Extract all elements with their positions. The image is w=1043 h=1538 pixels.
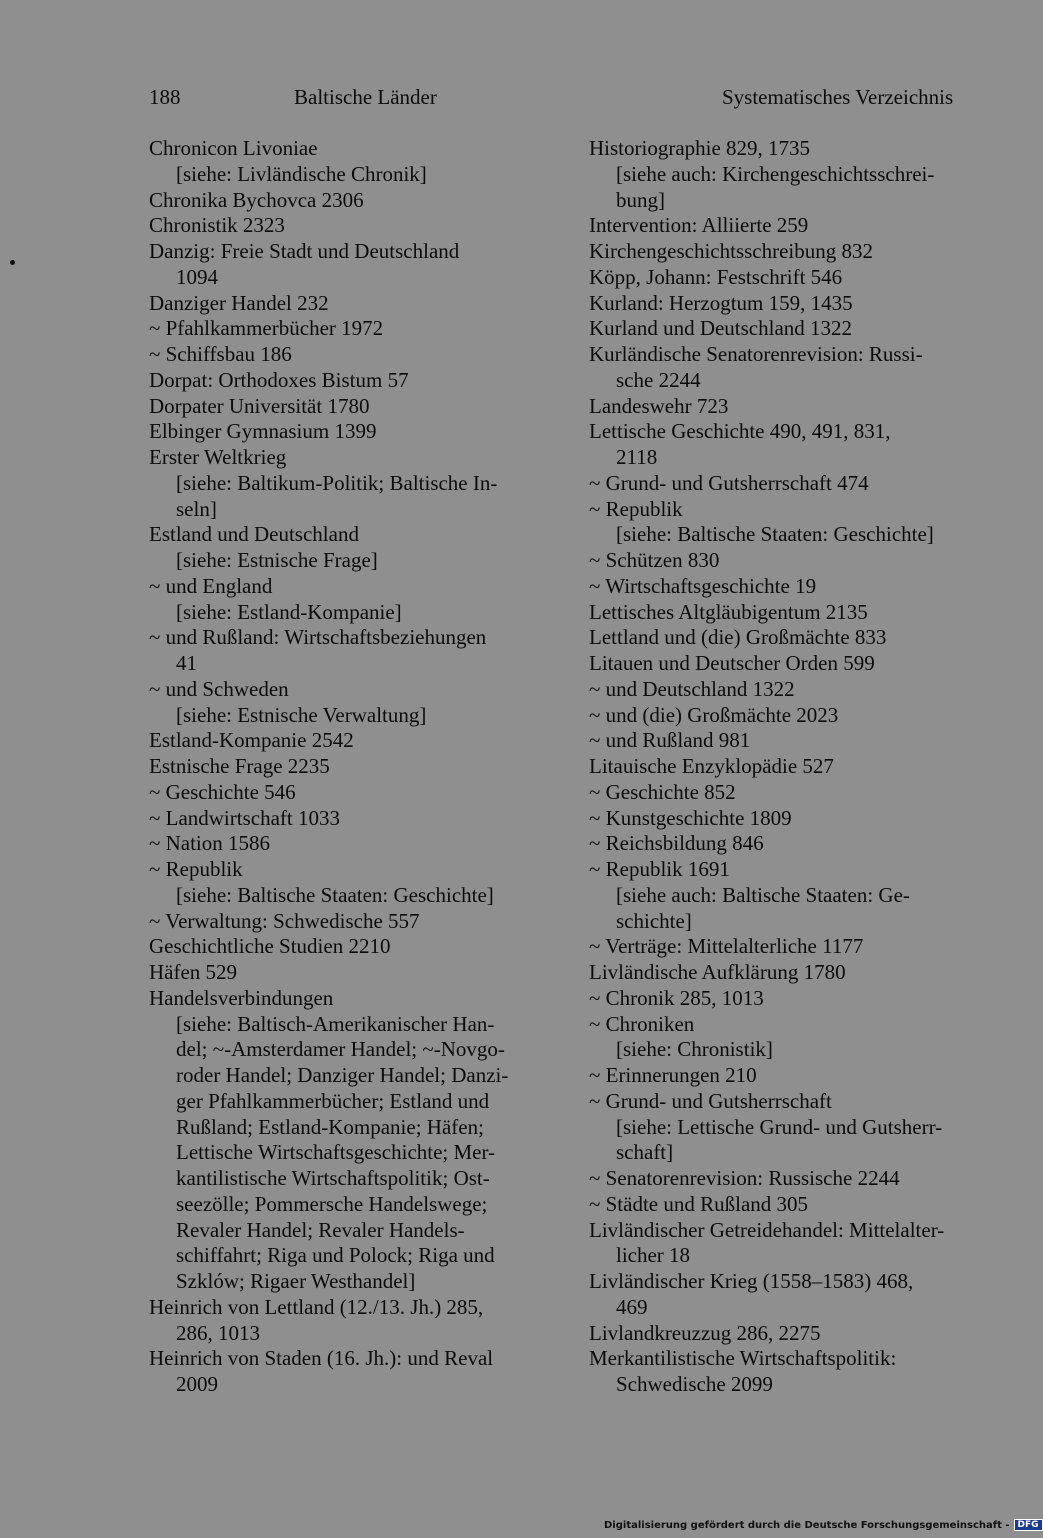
index-entry-line: ~ und Rußland 981 [589,728,751,753]
index-entry-line: sche 2244 [616,367,701,392]
index-entry-line: Kurland: Herzogtum 159, 1435 [589,290,853,315]
index-entry-line: ~ Verträge: Mittelalterliche 1177 [589,934,864,959]
index-entry-line: ~ Nation 1586 [149,831,271,856]
index-entry-line: Litauen und Deutscher Orden 599 [589,651,875,675]
index-entry-line: Kurland und Deutschland 1322 [589,316,853,341]
index-entry-line: Kirchengeschichtsschreibung 832 [589,239,874,263]
index-entry-line: Lettland und (die) Großmächte 833 [589,625,887,650]
running-head-section: Baltische Länder [294,85,437,109]
index-entry-line: roder Handel; Danziger Handel; Danzi- [176,1063,509,1087]
index-entry-line: 469 [616,1294,648,1319]
index-entry-line: seezölle; Pommersche Handelswege; [176,1191,488,1216]
index-entry-line: Geschichtliche Studien 2210 [149,934,391,959]
index-entry-line: Chronistik 2323 [149,213,285,238]
index-entry-line: ger Pfahlkammerbücher; Estland und [176,1088,490,1113]
index-entry-line: Lettische Geschichte 490, 491, 831, [589,419,891,444]
index-entry-line: Estland-Kompanie 2542 [149,728,354,753]
index-entry-line: Elbinger Gymnasium 1399 [149,419,377,444]
index-entry-line: Dorpater Universität 1780 [149,393,370,418]
index-entry-line: [siehe: Baltische Staaten: Geschichte] [176,882,494,907]
index-entry-line: ~ Geschichte 852 [589,779,736,804]
index-entry-line: Historiographie 829, 1735 [589,136,811,160]
index-entry-line: ~ Chronik 285, 1013 [589,985,764,1010]
index-entry-line: ~ Kunstgeschichte 1809 [589,805,792,830]
index-entry-line: Danzig: Freie Stadt und Deutschland [149,239,460,263]
index-entry-line: ~ Verwaltung: Schwedische 557 [149,908,420,933]
index-entry-line: kantilistische Wirtschaftspolitik; Ost- [176,1166,490,1190]
page-number: 188 [149,85,181,109]
index-entry-line: ~ Schiffsbau 186 [149,342,292,366]
index-entry-line: Estland und Deutschland [149,522,359,547]
index-column-right [589,136,944,1398]
index-entry-line: 1094 [176,264,218,289]
index-entry-line: schichte] [616,908,692,933]
index-entry-line: 41 [176,651,197,675]
index-entry-line: ~ und Rußland: Wirtschaftsbeziehungen [149,625,487,650]
index-entry-line: Szklów; Rigaer Westhandel] [176,1269,416,1293]
index-entry-line: Livländische Aufklärung 1780 [589,960,846,984]
index-entry-line: ~ Geschichte 546 [149,779,296,804]
index-entry-line: Lettisches Altgläubigentum 2135 [589,599,868,624]
index-entry-line: ~ Pfahlkammerbücher 1972 [149,316,384,341]
index-entry-line: Revaler Handel; Revaler Handels- [176,1217,465,1242]
index-entry-line: Handelsverbindungen [149,985,334,1010]
index-entry-line: Livlandkreuzzug 286, 2275 [589,1320,821,1345]
index-entry-line: [siehe: Baltisch-Amerikanischer Han- [176,1011,495,1036]
index-entry-line: schiffahrt; Riga und Polock; Riga und [176,1243,495,1268]
index-entry-line: ~ Grund- und Gutsherrschaft [589,1088,832,1113]
credit-text: Digitalisierung gefördert durch die Deutsche Forschungsgemeinschaft - [604,1519,1010,1531]
index-entry-line: [siehe: Estland-Kompanie] [176,599,402,624]
index-entry-line: Estnische Frage 2235 [149,754,330,778]
scan-speck [10,260,15,265]
index-entry-line: [siehe: Lettische Grund- und Gutsherr- [616,1114,943,1139]
index-entry-line: 2009 [176,1372,218,1396]
digitization-credit [604,1519,1043,1531]
index-entry-line: ~ Chroniken [589,1011,695,1036]
index-entry-line: Rußland; Estland-Kompanie; Häfen; [176,1114,484,1139]
index-entry-line: ~ und England [149,573,273,598]
index-entry-line: Schwedische 2099 [616,1372,773,1396]
index-entry-line: ~ Senatorenrevision: Russische 2244 [589,1166,900,1190]
index-entry-line: ~ und (die) Großmächte 2023 [589,702,839,727]
index-entry-line: [siehe auch: Kirchengeschichtsschrei- [616,161,935,186]
index-entry-line: Dorpat: Orthodoxes Bistum 57 [149,367,409,392]
index-entry-line: [siehe: Baltische Staaten: Geschichte] [616,522,934,547]
index-entry-line: Köpp, Johann: Festschrift 546 [589,264,843,289]
index-entry-line: 2118 [616,445,658,469]
index-entry-line: ~ Erinnerungen 210 [589,1063,757,1087]
index-entry-line: Intervention: Alliierte 259 [589,213,809,238]
index-entry-line: schaft] [616,1140,674,1165]
running-head-register: Systematisches Verzeichnis [722,85,954,109]
index-entry-line: Merkantilistische Wirtschaftspolitik: [589,1346,897,1371]
index-entry-line: [siehe: Chronistik] [616,1037,773,1062]
index-entry-line: ~ und Schweden [149,676,289,701]
index-entry-line: Livländischer Krieg (1558–1583) 468, [589,1269,914,1293]
index-entry-line: Häfen 529 [149,960,238,984]
index-entry-line: ~ Republik [149,857,243,881]
index-entry-line: Lettische Wirtschaftsgeschichte; Mer- [176,1140,496,1165]
index-entry-line: Chronicon Livoniae [149,136,318,160]
index-entry-line: [siehe: Livländische Chronik] [176,161,427,186]
index-entry-line: bung] [616,187,665,212]
index-entry-line: Litauische Enzyklopädie 527 [589,754,834,778]
index-entry-line: seln] [176,496,217,521]
index-entry-line: Heinrich von Staden (16. Jh.): und Reval [149,1346,494,1371]
index-entry-line: Chronika Bychovca 2306 [149,187,364,212]
index-column-left [149,136,508,1398]
index-entry-line: ~ Schützen 830 [589,548,720,572]
index-entry-line: ~ Grund- und Gutsherrschaft 474 [589,470,869,495]
index-entry-line: ~ Republik [589,496,683,521]
index-entry-line: [siehe: Estnische Frage] [176,548,378,572]
index-entry-line: Landeswehr 723 [589,393,729,418]
index-entry-line: 286, 1013 [176,1320,260,1345]
index-entry-line: Heinrich von Lettland (12./13. Jh.) 285, [149,1294,484,1319]
dfg-logo: DFG [1014,1519,1043,1531]
index-entry-line: [siehe: Estnische Verwaltung] [176,702,427,727]
index-entry-line: ~ und Deutschland 1322 [589,676,795,701]
index-entry-line: ~ Wirtschaftsgeschichte 19 [589,573,817,598]
index-entry-line: Livländischer Getreidehandel: Mittelalter- [589,1217,945,1242]
index-entry-line: Danziger Handel 232 [149,290,329,315]
index-entry-line: ~ Städte und Rußland 305 [589,1191,809,1216]
index-entry-line: ~ Reichsbildung 846 [589,831,764,856]
index-entry-line: ~ Republik 1691 [589,857,730,881]
index-entry-line: licher 18 [616,1243,691,1268]
index-entry-line: [siehe auch: Baltische Staaten: Ge- [616,882,910,907]
index-entry-line: Kurländische Senatorenrevision: Russi- [589,342,923,366]
index-entry-line: [siehe: Baltikum-Politik; Baltische In- [176,470,498,495]
index-entry-line: ~ Landwirtschaft 1033 [149,805,340,830]
index-entry-line: del; ~-Amsterdamer Handel; ~-Novgo- [176,1037,505,1062]
index-entry-line: Erster Weltkrieg [149,445,287,469]
